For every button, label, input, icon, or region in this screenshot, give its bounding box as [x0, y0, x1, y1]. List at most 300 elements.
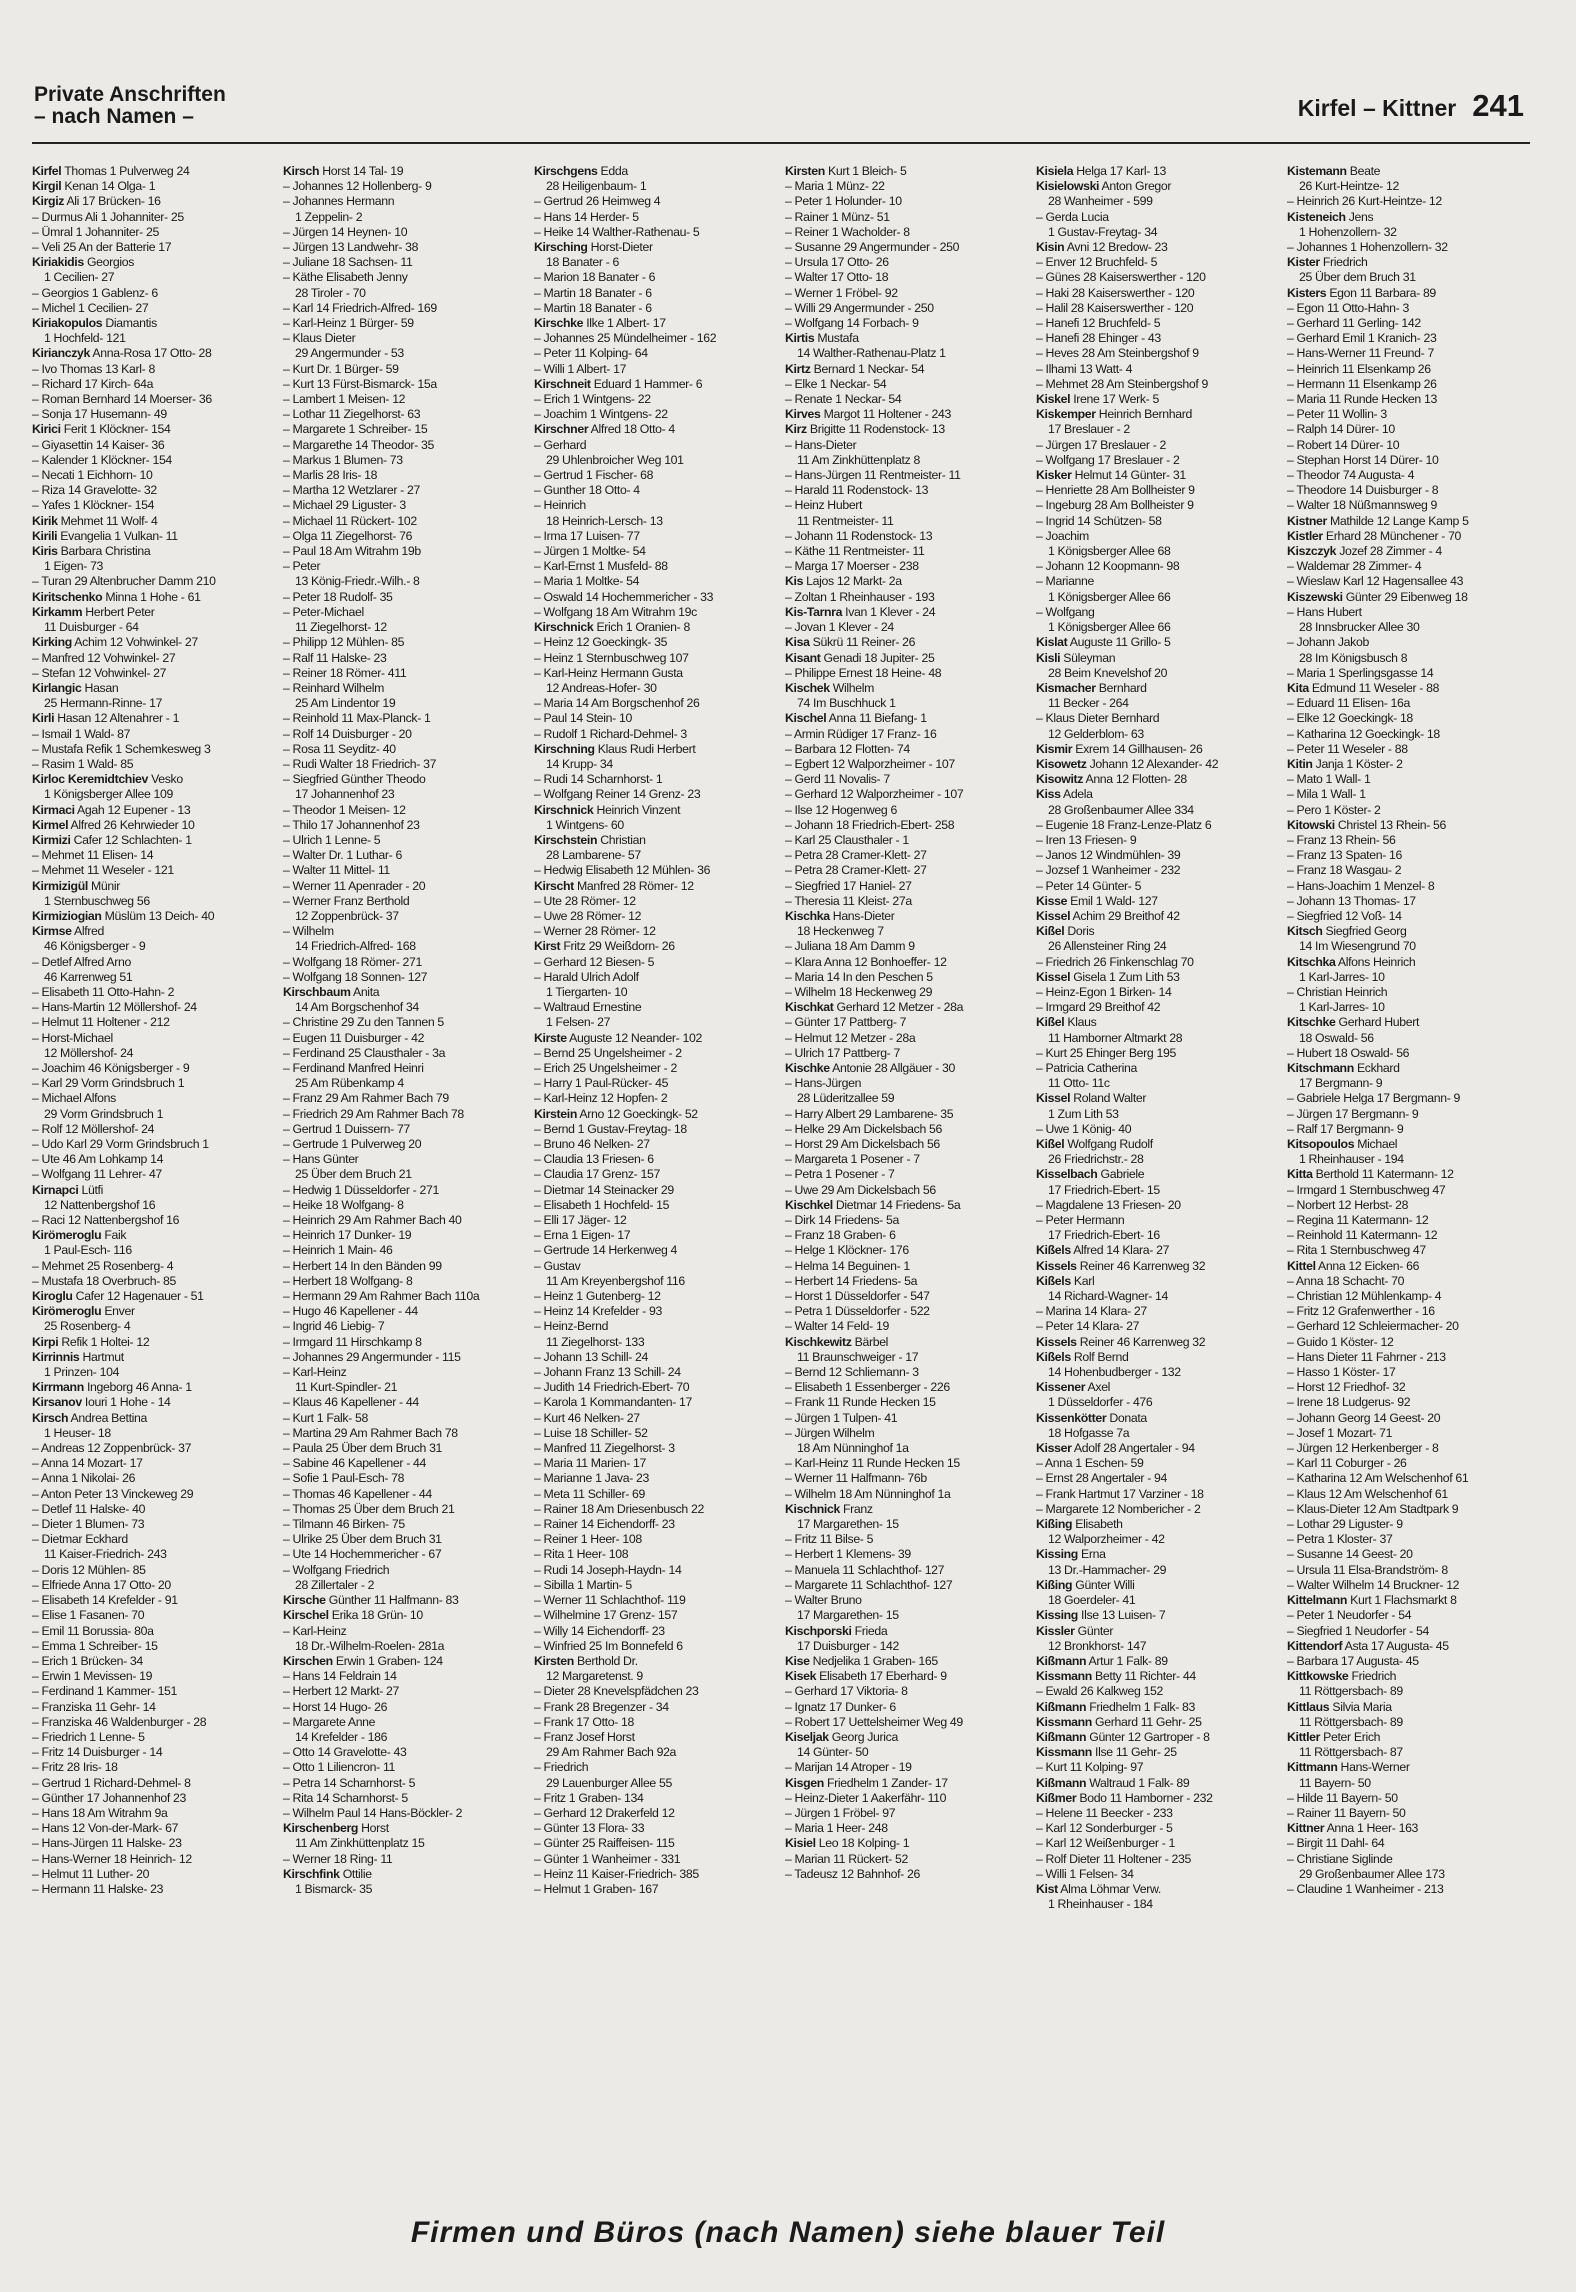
entry-text: 11 Am Kreyenbergshof 116 [546, 1273, 685, 1288]
directory-entry [785, 1213, 1032, 1228]
entry-surname: Kittel [1287, 1258, 1316, 1273]
directory-entry [1287, 1715, 1534, 1730]
directory-entry [1036, 1684, 1283, 1699]
directory-entry [1036, 1076, 1283, 1091]
directory-entry [1287, 1487, 1534, 1502]
directory-entry [1036, 1000, 1283, 1015]
entry-text: – Klaus 12 Am Welschenhof 61 [1287, 1486, 1448, 1501]
entry-text: Michael [1354, 1137, 1398, 1151]
entry-text: Ottilie [339, 1866, 372, 1881]
directory-entry [1287, 438, 1534, 453]
entry-text: Vesko [148, 772, 183, 787]
entry-text: – Franz 29 Am Rahmer Bach 79 [283, 1091, 449, 1106]
entry-text: Lütfi [78, 1182, 103, 1197]
entry-text: – Anna 1 Nikolai- 26 [32, 1471, 136, 1486]
directory-entry [785, 1380, 1032, 1395]
entry-text: Agah 12 Eupener - 13 [74, 802, 191, 817]
entry-text: Anna 1 Heer- 163 [1324, 1821, 1419, 1836]
directory-entry [1036, 1730, 1283, 1745]
directory-entry [1287, 1806, 1534, 1821]
entry-text: – Karl 12 Sonderburger - 5 [1036, 1821, 1173, 1836]
entry-text: 29 Lauenburger Allee 55 [546, 1775, 672, 1790]
directory-entry [283, 1289, 530, 1304]
directory-entry [534, 1395, 781, 1410]
directory-entry [283, 1684, 530, 1699]
entry-text: 11 Kurt-Spindler- 21 [295, 1380, 398, 1395]
entry-text: Ivan 1 Klever - 24 [842, 604, 936, 619]
entry-text: – Helge 1 Klöckner- 176 [785, 1243, 909, 1258]
directory-entry [283, 1639, 530, 1654]
directory-entry [785, 1350, 1032, 1365]
directory-entry [32, 1137, 279, 1152]
directory-entry [1036, 879, 1283, 894]
entry-text: – Ute 46 Am Lohkamp 14 [32, 1152, 164, 1167]
entry-text: – Irmgard 1 Sternbuschweg 47 [1287, 1182, 1446, 1197]
entry-text: – Anton Peter 13 Vinckeweg 29 [32, 1486, 194, 1501]
entry-text: Ilke 1 Albert- 17 [583, 316, 666, 331]
directory-entry [283, 772, 530, 787]
entry-text: – Jürgen 13 Landwehr- 38 [283, 240, 419, 255]
entry-surname: Kirschen [283, 1653, 333, 1668]
directory-entry [283, 620, 530, 635]
section-title-line2: – nach Namen – [34, 105, 194, 128]
directory-entry [1287, 1760, 1534, 1775]
directory-entry [1036, 1243, 1283, 1258]
entry-text: – Hans-Dieter [785, 437, 857, 452]
entry-surname: Kiskel [1036, 392, 1071, 407]
entry-text: 17 Margarethen- 15 [797, 1608, 899, 1623]
directory-entry [1287, 1228, 1534, 1243]
entry-surname: Kissenkötter [1036, 1410, 1107, 1425]
entry-text: – Siegfried Günther Theodo [283, 772, 426, 787]
entry-text: – Olga 11 Ziegelhorst- 76 [283, 528, 413, 543]
directory-entry [534, 696, 781, 711]
entry-surname: Kisin [1036, 240, 1065, 255]
directory-entry [1287, 772, 1534, 787]
entry-text: – Jürgen 17 Breslauer - 2 [1036, 437, 1167, 452]
directory-entry [1287, 879, 1534, 894]
directory-entry [785, 1563, 1032, 1578]
entry-text: – Maria 11 Marien- 17 [534, 1456, 647, 1471]
entry-text: – Peter 1 Holunder- 10 [785, 194, 902, 209]
directory-entry [283, 225, 530, 240]
entry-text: 1 Zum Lith 53 [1048, 1106, 1119, 1121]
directory-entry [283, 590, 530, 605]
directory-entry [283, 453, 530, 468]
directory-entry [785, 605, 1032, 620]
entry-text: – Manuela 11 Schlachthof- 127 [785, 1562, 945, 1577]
directory-column [534, 164, 781, 2200]
directory-entry [1287, 651, 1534, 666]
directory-entry [32, 879, 279, 894]
directory-entry [283, 1487, 530, 1502]
entry-text: – Käthe 11 Rentmeister- 11 [785, 544, 925, 559]
entry-text: 18 Heckenweg 7 [797, 924, 884, 939]
entry-text: Friedrich [1319, 255, 1368, 270]
directory-entry [283, 210, 530, 225]
directory-entry [534, 1867, 781, 1882]
directory-entry [1287, 1198, 1534, 1213]
entry-text: – Karl-Heinz 1 Bürger- 59 [283, 316, 414, 331]
entry-surname: Kirves [785, 407, 821, 422]
entry-text: Antonie 28 Allgäuer - 30 [829, 1060, 955, 1075]
directory-entry [785, 1046, 1032, 1061]
entry-surname: Kissmann [1036, 1745, 1092, 1760]
entry-text: – Hanefi 12 Bruchfeld- 5 [1036, 316, 1161, 331]
directory-entry [534, 1608, 781, 1623]
directory-entry [283, 301, 530, 316]
directory-entry [1036, 1836, 1283, 1851]
directory-entry [534, 210, 781, 225]
directory-entry [283, 894, 530, 909]
directory-entry [32, 955, 279, 970]
entry-surname: Kirschfink [283, 1866, 340, 1881]
entry-surname: Kirschning [534, 741, 595, 756]
directory-entry [32, 1471, 279, 1486]
entry-text: – Dirk 14 Friedens- 5a [785, 1213, 899, 1228]
entry-text: 11 Am Zinkhüttenplatz 8 [797, 452, 920, 467]
directory-entry [32, 1031, 279, 1046]
directory-entry [32, 1547, 279, 1562]
directory-entry [1287, 1091, 1534, 1106]
entry-text: – Sonja 17 Husemann- 49 [32, 407, 167, 422]
entry-text: – Karl 14 Friedrich-Alfred- 169 [283, 300, 437, 315]
entry-surname: Kisli [1036, 650, 1061, 665]
entry-text: 1 Bismarck- 35 [295, 1881, 373, 1896]
entry-text: – Heinrich 26 Kurt-Heintze- 12 [1287, 194, 1442, 209]
directory-entry [785, 316, 1032, 331]
entry-text: – Ismail 1 Wald- 87 [32, 726, 131, 741]
directory-entry [1036, 1046, 1283, 1061]
entry-text: – Zoltan 1 Rheinhauser - 193 [785, 589, 935, 604]
directory-entry [283, 1274, 530, 1289]
entry-text: – Gerhard Emil 1 Kranich- 23 [1287, 331, 1437, 346]
directory-entry [1287, 1335, 1534, 1350]
entry-text: – Heinrich 29 Am Rahmer Bach 40 [283, 1213, 462, 1228]
entry-text: Bernhard [1095, 680, 1147, 695]
entry-surname: Kitin [1287, 756, 1313, 771]
directory-entry [534, 757, 781, 772]
entry-text: – Peter-Michael [283, 604, 364, 619]
entry-text: – Mustafa Refik 1 Schemkesweg 3 [32, 741, 211, 756]
directory-entry [1287, 1791, 1534, 1806]
entry-text: Lajos 12 Markt- 2a [803, 574, 902, 589]
entry-surname: Kirnapci [32, 1182, 79, 1197]
entry-text: Franz [839, 1501, 873, 1516]
directory-entry [785, 544, 1032, 559]
directory-entry [283, 1441, 530, 1456]
entry-text: Janja 1 Köster- 2 [1312, 756, 1403, 771]
entry-text: – Wilhelmine 17 Grenz- 157 [534, 1608, 678, 1623]
directory-entry [534, 985, 781, 1000]
directory-entry [283, 1259, 530, 1274]
entry-text: – Siegfried 12 Voß- 14 [1287, 908, 1402, 923]
entry-text: – Helene 11 Beecker - 233 [1036, 1805, 1173, 1820]
entry-text: Anna 12 Flotten- 28 [1083, 772, 1187, 787]
directory-entry [785, 225, 1032, 240]
entry-text: – Marian 11 Rückert- 52 [785, 1851, 908, 1866]
directory-entry [1036, 711, 1283, 726]
entry-text: 17 Duisburger - 142 [797, 1638, 900, 1653]
directory-entry [534, 1563, 781, 1578]
directory-entry [283, 1350, 530, 1365]
entry-text: Anna-Rosa 17 Otto- 28 [90, 346, 212, 361]
entry-surname: Kistemann [1287, 164, 1347, 178]
entry-text: – Johannes 12 Hollenberg- 9 [283, 179, 432, 194]
directory-entry [32, 1700, 279, 1715]
entry-surname: Kissels [1036, 1258, 1077, 1273]
directory-entry [785, 1852, 1032, 1867]
entry-text: – Wilhelm 18 Am Nünninghof 1a [785, 1486, 951, 1501]
entry-text: – Anna 1 Eschen- 59 [1036, 1456, 1144, 1471]
entry-text: Refik 1 Holtei- 12 [58, 1334, 150, 1349]
entry-text: – Markus 1 Blumen- 73 [283, 452, 403, 467]
entry-text: – Siegfried 17 Haniel- 27 [785, 878, 912, 893]
entry-surname: Kischnick [785, 1501, 840, 1516]
entry-text: 29 Angermunder - 53 [295, 346, 404, 361]
entry-text: Günter 29 Eibenweg 18 [1342, 589, 1468, 604]
directory-entry [283, 529, 530, 544]
entry-text: – Michael 11 Rückert- 102 [283, 513, 417, 528]
entry-surname: Kittendorf [1287, 1638, 1343, 1653]
entry-text: Achim 29 Breithof 42 [1070, 908, 1180, 923]
entry-text: – Paul 14 Stein- 10 [534, 711, 632, 726]
directory-entry [32, 651, 279, 666]
entry-text: – Rainer 11 Bayern- 50 [1287, 1805, 1406, 1820]
page-header-right [1298, 88, 1524, 124]
entry-text: – Giyasettin 14 Kaiser- 36 [32, 437, 165, 452]
directory-entry [1036, 240, 1283, 255]
directory-entry [1287, 1076, 1534, 1091]
entry-text: Anna 11 Biefang- 1 [826, 711, 927, 726]
entry-text: 17 Breslauer - 2 [1048, 422, 1130, 437]
directory-entry [32, 1608, 279, 1623]
directory-entry [1287, 1745, 1534, 1760]
entry-surname: Kirschner [534, 422, 589, 437]
entry-text: – Ute 28 Römer- 12 [534, 893, 636, 908]
entry-text: – Heike 18 Wolfgang- 8 [283, 1197, 404, 1212]
directory-entry [1287, 1502, 1534, 1517]
directory-entry [32, 377, 279, 392]
entry-text: Günter Willi [1072, 1577, 1135, 1592]
directory-entry [534, 453, 781, 468]
entry-text: – Bruno 46 Nelken- 27 [534, 1137, 650, 1151]
directory-entry [283, 1593, 530, 1608]
directory-entry [1036, 1380, 1283, 1395]
directory-entry [283, 559, 530, 574]
directory-entry [785, 1395, 1032, 1410]
directory-entry [1287, 1015, 1534, 1030]
entry-text: Friedhelm 1 Zander- 17 [823, 1775, 948, 1790]
directory-entry [534, 255, 781, 270]
entry-text: Karl [1070, 1273, 1095, 1288]
directory-entry [534, 1122, 781, 1137]
directory-entry [534, 1183, 781, 1198]
entry-text: – Fritz 12 Grafenwerther - 16 [1287, 1304, 1435, 1319]
entry-text: Fritz 29 Weißdorn- 26 [560, 939, 675, 954]
entry-text: Leo 18 Kolping- 1 [815, 1836, 910, 1851]
entry-text: – Christiane Siglinde [1287, 1851, 1393, 1866]
entry-surname: Kißels [1036, 1349, 1071, 1364]
directory-entry [1287, 696, 1534, 711]
entry-text: – Kurt 46 Nelken- 27 [534, 1410, 640, 1425]
entry-text: – Karl 11 Coburger - 26 [1287, 1456, 1407, 1471]
entry-text: – Riza 14 Gravelotte- 32 [32, 483, 157, 498]
directory-entry [1036, 1852, 1283, 1867]
entry-text: – Ingrid 14 Schützen- 58 [1036, 513, 1162, 528]
directory-entry [283, 1213, 530, 1228]
directory-entry [1287, 377, 1534, 392]
entry-surname: Kismir [1036, 741, 1073, 756]
entry-text: – Johannes Hermann [283, 194, 395, 209]
directory-entry [32, 1380, 279, 1395]
entry-text: – Luise 18 Schiller- 52 [534, 1425, 648, 1440]
entry-text: – Martina 29 Am Rahmer Bach 78 [283, 1425, 458, 1440]
entry-text: – Rolf 14 Duisburger - 20 [283, 726, 412, 741]
directory-entry [32, 742, 279, 757]
entry-text: Silvia Maria [1329, 1699, 1392, 1714]
entry-text: 11 Hamborner Altmarkt 28 [1048, 1030, 1183, 1045]
entry-text: Minna 1 Hohe - 61 [102, 589, 201, 604]
directory-entry [32, 1441, 279, 1456]
directory-entry [32, 1624, 279, 1639]
directory-entry [785, 1806, 1032, 1821]
entry-surname: Kiriakopulos [32, 316, 103, 331]
entry-text: – Durmus Ali 1 Johanniter- 25 [32, 209, 184, 224]
directory-entry [283, 1061, 530, 1076]
entry-surname: Kirschgens [534, 164, 598, 178]
directory-entry [1036, 514, 1283, 529]
directory-entry [785, 1593, 1032, 1608]
entry-text: – Doris 12 Mühlen- 85 [32, 1562, 146, 1577]
entry-text: – Claudia 17 Grenz- 157 [534, 1167, 660, 1182]
directory-entry [534, 1821, 781, 1836]
entry-text: – Gerhard 12 Schleiermacher- 20 [1287, 1319, 1459, 1334]
entry-text: – Marianne 1 Java- 23 [534, 1471, 650, 1486]
directory-entry [283, 1624, 530, 1639]
entry-text: Exrem 14 Gillhausen- 26 [1072, 741, 1203, 756]
entry-text: – Heinz-Dieter 1 Aakerfähr- 110 [785, 1790, 947, 1805]
directory-entry [32, 711, 279, 726]
directory-entry [1287, 210, 1534, 225]
entry-text: 12 Bronkhorst- 147 [1048, 1638, 1147, 1653]
directory-entry [534, 1502, 781, 1517]
directory-entry [785, 1745, 1032, 1760]
directory-entry [32, 529, 279, 544]
entry-text: Anita [350, 984, 380, 999]
directory-entry [283, 1563, 530, 1578]
directory-entry [785, 879, 1032, 894]
directory-entry [32, 346, 279, 361]
directory-entry [785, 772, 1032, 787]
directory-columns [32, 164, 1536, 2200]
directory-entry [1036, 605, 1283, 620]
entry-text: – Elise 1 Fasanen- 70 [32, 1608, 145, 1623]
directory-entry [785, 1867, 1032, 1882]
directory-entry [32, 1411, 279, 1426]
entry-text: Barbara Christina [57, 544, 151, 559]
entry-surname: Kirschbaum [283, 984, 351, 999]
entry-text: Eduard 1 Hammer- 6 [590, 376, 703, 391]
entry-text: – Christian Heinrich [1287, 984, 1388, 999]
entry-text: – Fritz 1 Graben- 134 [534, 1790, 644, 1805]
directory-entry [32, 1152, 279, 1167]
entry-text: – Dietmar Eckhard [32, 1532, 128, 1547]
entry-surname: Kiseljak [785, 1729, 829, 1744]
entry-text: – Werner 1 Fröbel- 92 [785, 285, 898, 300]
directory-entry [32, 1867, 279, 1882]
entry-text: 11 Bayern- 50 [1299, 1775, 1371, 1790]
directory-entry [785, 681, 1032, 696]
directory-entry [534, 392, 781, 407]
entry-text: 1 Karl-Jarres- 10 [1299, 1000, 1385, 1015]
directory-entry [534, 894, 781, 909]
entry-text: 25 Hermann-Rinne- 17 [44, 696, 163, 711]
directory-entry [534, 468, 781, 483]
directory-entry [1287, 787, 1534, 802]
directory-entry [1036, 1502, 1283, 1517]
entry-text: 11 Ziegelhorst- 133 [546, 1334, 645, 1349]
directory-entry [32, 590, 279, 605]
directory-entry [1287, 240, 1534, 255]
directory-entry [1287, 164, 1534, 179]
entry-text: 14 Hohenbudberger - 132 [1048, 1365, 1181, 1380]
directory-entry [785, 1502, 1032, 1517]
entry-text: – Franz 13 Rhein- 56 [1287, 832, 1396, 847]
directory-entry [283, 255, 530, 270]
entry-text: – Mehmet 28 Am Steinbergshof 9 [1036, 376, 1209, 391]
directory-entry [32, 818, 279, 833]
entry-text: – Günter 25 Raiffeisen- 115 [534, 1836, 675, 1851]
entry-text: 11 Am Zinkhüttenplatz 15 [295, 1836, 425, 1851]
directory-entry [283, 1517, 530, 1532]
directory-entry [1287, 1532, 1534, 1547]
entry-text: – Hugo 46 Kapellener - 44 [283, 1304, 418, 1319]
directory-entry [283, 1137, 530, 1152]
entry-text: – Franz 18 Graben- 6 [785, 1228, 896, 1243]
directory-entry [32, 772, 279, 787]
directory-entry [1287, 909, 1534, 924]
directory-entry [1287, 1107, 1534, 1122]
entry-text: – Marina 14 Klara- 27 [1036, 1304, 1147, 1319]
entry-text: – Theodor 74 Augusta- 4 [1287, 468, 1415, 483]
entry-text: 11 Röttgersbach- 89 [1299, 1684, 1403, 1699]
entry-text: Jozef 28 Zimmer - 4 [1336, 544, 1442, 559]
entry-surname: Kittelmann [1287, 1593, 1348, 1608]
entry-text: 14 Günter- 50 [797, 1745, 869, 1760]
directory-entry [32, 1076, 279, 1091]
entry-text: – Erich 1 Wintgens- 22 [534, 392, 651, 407]
directory-entry [32, 1852, 279, 1867]
entry-text: – Eduard 11 Elisen- 16a [1287, 696, 1410, 711]
directory-entry [283, 1806, 530, 1821]
directory-entry [1287, 894, 1534, 909]
entry-text: – Gerhard 12 Walporzheimer - 107 [785, 787, 964, 802]
entry-surname: Kirst [534, 939, 561, 954]
entry-text: – Walter 17 Otto- 18 [785, 270, 889, 285]
directory-entry [534, 1031, 781, 1046]
directory-entry [1036, 818, 1283, 833]
entry-text: – Rolf Dieter 11 Holtener - 235 [1036, 1851, 1192, 1866]
entry-surname: Kirsch [283, 164, 320, 178]
entry-surname: Kiris [32, 544, 58, 559]
entry-text: – Fritz 14 Duisburger - 14 [32, 1745, 163, 1760]
entry-text: Betty 11 Richter- 44 [1091, 1669, 1196, 1684]
entry-text: – Irmgard 11 Hirschkamp 8 [283, 1334, 422, 1349]
directory-entry [1287, 422, 1534, 437]
entry-text: 12 Margaretenst. 9 [546, 1669, 643, 1684]
entry-text: Berthold 11 Katermann- 12 [1312, 1167, 1454, 1182]
